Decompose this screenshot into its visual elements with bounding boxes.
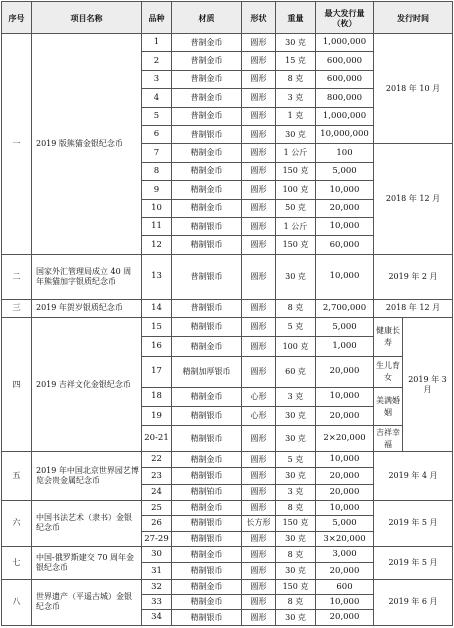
- material-cell: 精制金币: [172, 199, 242, 217]
- table-row: [2, 299, 453, 317]
- material-cell: 精制银币: [172, 531, 242, 546]
- shape-cell: 圆形: [242, 318, 276, 337]
- material-cell: 普制金币: [172, 34, 242, 52]
- project-name: 2019 吉祥文化金银纪念币: [32, 318, 142, 452]
- quantity-cell: 1,000,000: [316, 34, 374, 52]
- weight-cell: 100 克: [276, 337, 316, 356]
- variety-cell: 32: [142, 579, 172, 594]
- weight-cell: 30 克: [276, 468, 316, 484]
- quantity-cell: 20,000: [316, 199, 374, 217]
- shape-cell: 圆形: [242, 34, 276, 52]
- weight-cell: 30 克: [276, 125, 316, 143]
- weight-cell: 1 公斤: [276, 144, 316, 162]
- header-material: 材质: [172, 2, 242, 34]
- variety-cell: 12: [142, 236, 172, 254]
- quantity-cell: 600,000: [316, 52, 374, 70]
- quantity-cell: 10,000: [316, 254, 374, 299]
- project-name: 世界遗产（平遥古城）金银纪念币: [32, 579, 142, 625]
- shape-cell: 圆形: [242, 107, 276, 125]
- shape-cell: 圆形: [242, 337, 276, 356]
- shape-cell: 圆形: [242, 531, 276, 546]
- quantity-cell: 3×20,000: [316, 531, 374, 546]
- shape-cell: 长方形: [242, 516, 276, 531]
- variety-cell: 23: [142, 468, 172, 484]
- material-cell: 普制金币: [172, 89, 242, 107]
- theme-label: 吉祥幸福: [374, 426, 403, 452]
- weight-cell: 30 克: [276, 610, 316, 626]
- material-cell: 精制金币: [172, 181, 242, 199]
- weight-cell: 8 克: [276, 70, 316, 88]
- header-project: 项目名称: [32, 2, 142, 34]
- shape-cell: 圆形: [242, 595, 276, 610]
- shape-cell: 圆形: [242, 451, 276, 467]
- shape-cell: 圆形: [242, 610, 276, 626]
- material-cell: 普制银币: [172, 125, 242, 143]
- material-cell: 精制金币: [172, 162, 242, 180]
- shape-cell: 圆形: [242, 356, 276, 387]
- variety-cell: 7: [142, 144, 172, 162]
- material-cell: 普制金币: [172, 70, 242, 88]
- weight-cell: 150 克: [276, 516, 316, 531]
- material-cell: 精制金币: [172, 546, 242, 562]
- weight-cell: 3 克: [276, 484, 316, 500]
- shape-cell: 圆形: [242, 426, 276, 452]
- shape-cell: 圆形: [242, 162, 276, 180]
- quantity-cell: 10,000: [316, 451, 374, 467]
- weight-cell: 8 克: [276, 299, 316, 317]
- quantity-cell: 3,000: [316, 546, 374, 562]
- variety-cell: 25: [142, 501, 172, 516]
- shape-cell: 圆形: [242, 254, 276, 299]
- variety-cell: 16: [142, 337, 172, 356]
- material-cell: 精制金币: [172, 451, 242, 467]
- issue-time: 2018 年 12 月: [374, 144, 453, 254]
- material-cell: 精制金币: [172, 579, 242, 594]
- header-max-issue: 最大发行量（枚）: [316, 2, 374, 34]
- header-shape: 形状: [242, 2, 276, 34]
- quantity-cell: 800,000: [316, 89, 374, 107]
- weight-cell: 8 克: [276, 546, 316, 562]
- shape-cell: 圆形: [242, 468, 276, 484]
- variety-cell: 30: [142, 546, 172, 562]
- weight-cell: 60 克: [276, 356, 316, 387]
- project-seq: 一: [2, 34, 32, 255]
- quantity-cell: 10,000: [316, 595, 374, 610]
- shape-cell: 圆形: [242, 563, 276, 579]
- variety-cell: 9: [142, 181, 172, 199]
- weight-cell: 8 克: [276, 501, 316, 516]
- material-cell: 精制金币: [172, 501, 242, 516]
- quantity-cell: 5,000: [316, 516, 374, 531]
- variety-cell: 15: [142, 318, 172, 337]
- variety-cell: 20-21: [142, 426, 172, 452]
- header-row: [2, 2, 453, 34]
- variety-cell: 5: [142, 107, 172, 125]
- shape-cell: 圆形: [242, 546, 276, 562]
- variety-cell: 18: [142, 387, 172, 406]
- variety-cell: 17: [142, 356, 172, 387]
- shape-cell: 圆形: [242, 125, 276, 143]
- weight-cell: 15 克: [276, 52, 316, 70]
- shape-cell: 圆形: [242, 199, 276, 217]
- material-cell: 普制银币: [172, 254, 242, 299]
- quantity-cell: 1,000,000: [316, 107, 374, 125]
- shape-cell: 圆形: [242, 89, 276, 107]
- material-cell: 精制银币: [172, 318, 242, 337]
- shape-cell: 圆形: [242, 70, 276, 88]
- quantity-cell: 60,000: [316, 236, 374, 254]
- quantity-cell: 5,000: [316, 162, 374, 180]
- quantity-cell: 10,000,000: [316, 125, 374, 143]
- material-cell: 普制金币: [172, 52, 242, 70]
- weight-cell: 3 克: [276, 387, 316, 406]
- variety-cell: 31: [142, 563, 172, 579]
- material-cell: 精制银币: [172, 516, 242, 531]
- variety-cell: 2: [142, 52, 172, 70]
- material-cell: 精制金币: [172, 387, 242, 406]
- variety-cell: 13: [142, 254, 172, 299]
- table-row: [2, 451, 453, 467]
- variety-cell: 24: [142, 484, 172, 500]
- shape-cell: 圆形: [242, 52, 276, 70]
- project-name: 2019 年中国北京世界园艺博览会贵金属纪念币: [32, 451, 142, 500]
- shape-cell: 圆形: [242, 579, 276, 594]
- weight-cell: 5 克: [276, 451, 316, 467]
- shape-cell: 圆形: [242, 181, 276, 199]
- weight-cell: 8 克: [276, 595, 316, 610]
- theme-label: 美满婚姻: [374, 387, 403, 426]
- project-seq: 五: [2, 451, 32, 500]
- weight-cell: 1 克: [276, 107, 316, 125]
- project-seq: 六: [2, 501, 32, 547]
- table-row: [2, 501, 453, 516]
- material-cell: 精制金币: [172, 144, 242, 162]
- material-cell: 精制金币: [172, 337, 242, 356]
- project-seq: 四: [2, 318, 32, 452]
- material-cell: 精制铂币: [172, 484, 242, 500]
- table-row: [2, 579, 453, 594]
- weight-cell: 3 克: [276, 89, 316, 107]
- material-cell: 普制金币: [172, 107, 242, 125]
- variety-cell: 14: [142, 299, 172, 317]
- material-cell: 精制银币: [172, 468, 242, 484]
- quantity-cell: 10,000: [316, 181, 374, 199]
- quantity-cell: 20,000: [316, 484, 374, 500]
- shape-cell: 心形: [242, 387, 276, 406]
- material-cell: 精制金币: [172, 595, 242, 610]
- issue-time: 2019 年 2 月: [374, 254, 453, 299]
- weight-cell: 5 克: [276, 318, 316, 337]
- issue-time: 2018 年 12 月: [374, 299, 453, 317]
- theme-label: 健康长寿: [374, 318, 403, 357]
- variety-cell: 26: [142, 516, 172, 531]
- project-name: 国家外汇管理局成立 40 周年熊猫加字银质纪念币: [32, 254, 142, 299]
- issue-time: 2019 年 3 月: [403, 318, 453, 452]
- issue-time: 2019 年 5 月: [374, 546, 453, 579]
- quantity-cell: 20,000: [316, 356, 374, 387]
- quantity-cell: 10,000: [316, 387, 374, 406]
- quantity-cell: 1,000: [316, 337, 374, 356]
- project-seq: 七: [2, 546, 32, 579]
- coin-issuance-table: [1, 1, 453, 626]
- quantity-cell: 2,700,000: [316, 299, 374, 317]
- variety-cell: 19: [142, 407, 172, 426]
- variety-cell: 10: [142, 199, 172, 217]
- project-name: 中国-俄罗斯建交 70 周年金银纪念币: [32, 546, 142, 579]
- weight-cell: 1 公斤: [276, 217, 316, 235]
- weight-cell: 150 克: [276, 579, 316, 594]
- weight-cell: 30 克: [276, 426, 316, 452]
- issue-time: 2019 年 4 月: [374, 451, 453, 500]
- shape-cell: 心形: [242, 407, 276, 426]
- quantity-cell: 5,000: [316, 318, 374, 337]
- issue-time: 2019 年 6 月: [374, 579, 453, 625]
- material-cell: 精制银币: [172, 236, 242, 254]
- shape-cell: 圆形: [242, 144, 276, 162]
- variety-cell: 4: [142, 89, 172, 107]
- material-cell: 精制银币: [172, 426, 242, 452]
- quantity-cell: 20,000: [316, 563, 374, 579]
- quantity-cell: 100: [316, 144, 374, 162]
- material-cell: 普制银币: [172, 299, 242, 317]
- table-row: [2, 254, 453, 299]
- quantity-cell: 2×20,000: [316, 426, 374, 452]
- material-cell: 精制银币: [172, 407, 242, 426]
- project-name: 2019 版熊猫金银纪念币: [32, 34, 142, 255]
- variety-cell: 22: [142, 451, 172, 467]
- header-seq: 序号: [2, 2, 32, 34]
- quantity-cell: 10,000: [316, 501, 374, 516]
- variety-cell: 3: [142, 70, 172, 88]
- variety-cell: 1: [142, 34, 172, 52]
- quantity-cell: 10,000: [316, 217, 374, 235]
- project-name: 2019 年贺岁银质纪念币: [32, 299, 142, 317]
- theme-label: 生儿育女: [374, 356, 403, 387]
- weight-cell: 30 克: [276, 407, 316, 426]
- weight-cell: 100 克: [276, 181, 316, 199]
- project-seq: 八: [2, 579, 32, 625]
- weight-cell: 150 克: [276, 236, 316, 254]
- quantity-cell: 600,000: [316, 70, 374, 88]
- variety-cell: 27-29: [142, 531, 172, 546]
- shape-cell: 圆形: [242, 217, 276, 235]
- material-cell: 精制银币: [172, 610, 242, 626]
- header-issue-time: 发行时间: [374, 2, 453, 34]
- header-variety: 品种: [142, 2, 172, 34]
- weight-cell: 30 克: [276, 531, 316, 546]
- issue-time: 2019 年 5 月: [374, 501, 453, 547]
- quantity-cell: 20,000: [316, 407, 374, 426]
- shape-cell: 圆形: [242, 501, 276, 516]
- shape-cell: 圆形: [242, 484, 276, 500]
- quantity-cell: 20,000: [316, 610, 374, 626]
- weight-cell: 30 克: [276, 563, 316, 579]
- material-cell: 精制银币: [172, 217, 242, 235]
- issue-time: 2018 年 10 月: [374, 34, 453, 144]
- table-row: [2, 318, 453, 337]
- variety-cell: 8: [142, 162, 172, 180]
- weight-cell: 150 克: [276, 162, 316, 180]
- variety-cell: 34: [142, 610, 172, 626]
- quantity-cell: 600: [316, 579, 374, 594]
- variety-cell: 33: [142, 595, 172, 610]
- material-cell: 精制加厚银币: [172, 356, 242, 387]
- weight-cell: 30 克: [276, 34, 316, 52]
- project-name: 中国书法艺术（隶书）金银纪念币: [32, 501, 142, 547]
- header-weight: 重量: [276, 2, 316, 34]
- variety-cell: 6: [142, 125, 172, 143]
- variety-cell: 11: [142, 217, 172, 235]
- table-row: [2, 34, 453, 52]
- material-cell: 精制银币: [172, 563, 242, 579]
- project-seq: 三: [2, 299, 32, 317]
- quantity-cell: 20,000: [316, 468, 374, 484]
- weight-cell: 30 克: [276, 254, 316, 299]
- weight-cell: 50 克: [276, 199, 316, 217]
- shape-cell: 圆形: [242, 236, 276, 254]
- project-seq: 二: [2, 254, 32, 299]
- table-row: [2, 546, 453, 562]
- shape-cell: 圆形: [242, 299, 276, 317]
